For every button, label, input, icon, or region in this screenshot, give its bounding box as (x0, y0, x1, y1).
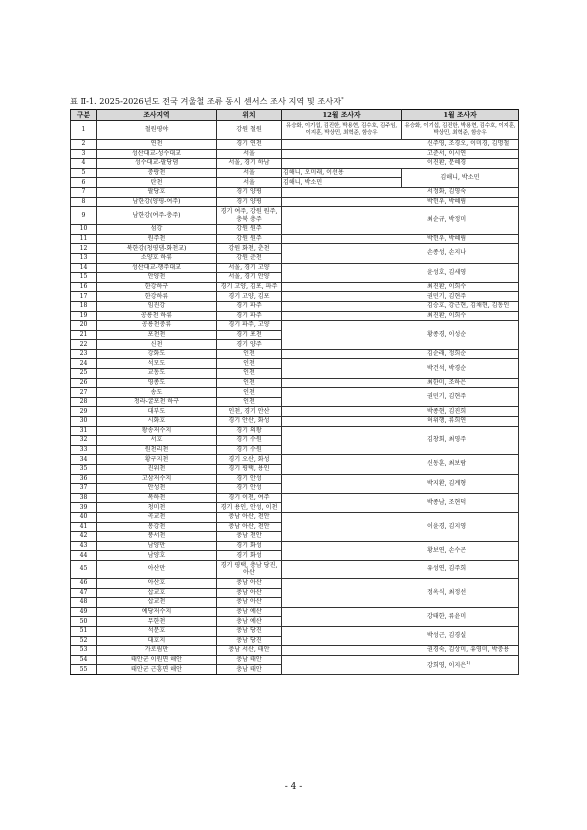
row-region: 공릉천 하류 (97, 311, 217, 321)
row-number: 54 (71, 655, 97, 665)
row-location: 경기 파주, 고양 (217, 321, 282, 331)
row-location: 인천 (217, 349, 282, 359)
row-region: 시화호 (97, 417, 217, 427)
row-surveyors: 박종현, 김진희 (282, 407, 519, 417)
row-location: 충남 태안 (217, 655, 282, 665)
row-location: 경기 연천 (217, 140, 282, 150)
row-number: 12 (71, 244, 97, 254)
row-location: 인천 (217, 397, 282, 407)
row-location: 충남 아산, 천안 (217, 522, 282, 532)
row-region: 황구지천 (97, 455, 217, 465)
row-surveyors: 박성근, 김경실 (282, 626, 519, 645)
row-location: 충남 아산 (217, 588, 282, 598)
table-row (71, 512, 519, 522)
table-row (71, 541, 519, 551)
row-location: 서울 (217, 149, 282, 159)
table-row (71, 388, 519, 398)
row-location: 강원 춘천 (217, 253, 282, 263)
row-surveyors: 허위행, 류희연 (282, 417, 519, 427)
row-surveyors: 박헌우, 박혜림 (282, 234, 519, 244)
row-surveyors: 권민기, 김현주 (282, 292, 519, 302)
row-surveyors: 박건석, 박경순 (282, 359, 519, 378)
row-number: 32 (71, 436, 97, 446)
row-number: 5 (71, 168, 97, 178)
row-number: 42 (71, 532, 97, 542)
row-region: 안양천 (97, 273, 217, 283)
row-region: 교동도 (97, 369, 217, 379)
row-region: 복하천 (97, 493, 217, 503)
row-location: 충남 아산 (217, 598, 282, 608)
row-number: 55 (71, 665, 97, 675)
row-number: 44 (71, 551, 97, 561)
row-number: 27 (71, 388, 97, 398)
row-number: 14 (71, 263, 97, 273)
row-number: 3 (71, 149, 97, 159)
table-row (71, 455, 519, 465)
row-region: 아산호 (97, 578, 217, 588)
row-location: 경기 양평 (217, 197, 282, 207)
row-region: 태안군 근흥면 해안 (97, 665, 217, 675)
row-region: 곡교천 (97, 512, 217, 522)
row-number: 45 (71, 560, 97, 578)
table-caption: 표 Ⅱ-1. 2025-2026년도 전국 겨울철 조류 동시 센서스 조사 지역 및 조사자* (70, 96, 344, 106)
row-surveyors: 김창회, 최영주 (282, 426, 519, 455)
row-number: 23 (71, 349, 97, 359)
row-region: 안성천 (97, 484, 217, 494)
row-region: 삽교천 (97, 598, 217, 608)
table-row (71, 646, 519, 656)
row-surveyors: 유성연, 김주희 (282, 560, 519, 578)
row-region: 한강하류 (97, 292, 217, 302)
row-number: 51 (71, 626, 97, 636)
table-row (71, 197, 519, 207)
row-region: 가로림만 (97, 646, 217, 656)
row-surveyors: 박지환, 김계형 (282, 474, 519, 493)
row-location: 경기 여주, 강원 원주, 충북 충주 (217, 207, 282, 225)
row-surveyors: 권경숙, 김상미, 유영미, 박중용 (282, 646, 519, 656)
row-surveyors: 신주영, 조경오, 이미경, 김명철 (282, 140, 519, 150)
row-number: 52 (71, 636, 97, 646)
row-number: 2 (71, 140, 97, 150)
row-region: 서호 (97, 436, 217, 446)
row-location: 서울, 경기 하남 (217, 159, 282, 169)
row-location: 서울, 경기 고양 (217, 263, 282, 273)
row-region: 석모도 (97, 359, 217, 369)
row-region: 왕송저수지 (97, 426, 217, 436)
row-number: 4 (71, 159, 97, 169)
row-number: 10 (71, 225, 97, 235)
row-location: 충남 당진 (217, 626, 282, 636)
row-location: 경기 고양, 김포 (217, 292, 282, 302)
table-row (71, 655, 519, 665)
row-jan-surveyors: 유승화, 이기섭, 김진한, 박용현, 김수호, 이지훈, 박상민, 최혁준, 함승우 (402, 121, 519, 140)
table-row (71, 149, 519, 159)
row-location: 인천 (217, 359, 282, 369)
row-location: 충남 천안 (217, 532, 282, 542)
header-location: 위치 (217, 110, 282, 121)
table-row (71, 168, 519, 178)
row-number: 34 (71, 455, 97, 465)
table-row (71, 311, 519, 321)
row-location: 강원 원주 (217, 225, 282, 235)
row-region: 철원평야 (97, 121, 217, 140)
row-region: 연천 (97, 140, 217, 150)
row-surveyors: 박헌우, 박혜림 (282, 197, 519, 207)
survey-table (70, 109, 519, 675)
row-location: 충남 예산 (217, 607, 282, 617)
row-location: 경기 평택, 충남 당진, 아산 (217, 560, 282, 578)
row-number: 20 (71, 321, 97, 331)
row-location: 인천 (217, 388, 282, 398)
row-surveyors: 최순규, 박정미 (282, 207, 519, 235)
row-number: 8 (71, 197, 97, 207)
row-location: 충남 아산, 천안 (217, 512, 282, 522)
header-region: 조사지역 (97, 110, 217, 121)
table-row (71, 207, 519, 225)
row-surveyors: 서정화, 김영숙 (282, 187, 519, 197)
row-number: 31 (71, 426, 97, 436)
row-region: 섬강 (97, 225, 217, 235)
row-region: 남한강(여주-충주) (97, 207, 217, 225)
row-location: 경기 수원 (217, 436, 282, 446)
row-region: 청미천 (97, 503, 217, 513)
row-number: 9 (71, 207, 97, 225)
row-location: 충남 아산 (217, 578, 282, 588)
row-region: 태안군 이원면 해안 (97, 655, 217, 665)
row-location: 경기 안성 (217, 474, 282, 484)
table-row (71, 121, 519, 140)
row-number: 13 (71, 253, 97, 263)
row-number: 17 (71, 292, 97, 302)
row-region: 봉강천 (97, 522, 217, 532)
row-location: 경기 의왕 (217, 426, 282, 436)
row-surveyors: 황보연, 손수곤 (282, 541, 519, 560)
row-region: 소양호 하류 (97, 253, 217, 263)
table-row (71, 140, 519, 150)
row-region: 탄천 (97, 178, 217, 188)
row-number: 46 (71, 578, 97, 588)
row-surveyors: 김순래, 정희순 (282, 349, 519, 359)
row-region: 진위천 (97, 465, 217, 475)
row-region: 대부도 (97, 407, 217, 417)
row-location: 경기 수원 (217, 445, 282, 455)
row-location: 충남 예산 (217, 617, 282, 627)
row-location: 경기 양주 (217, 340, 282, 350)
row-surveyors: 박종남, 조현덕 (282, 493, 519, 512)
row-number: 21 (71, 330, 97, 340)
row-dec-surveyors: 김해니, 오미래, 이선용 (282, 168, 402, 178)
row-surveyors: 고준서, 이시연 (282, 149, 519, 159)
table-row (71, 187, 519, 197)
row-region: 팔당호 (97, 187, 217, 197)
row-location: 경기 평택, 용인 (217, 465, 282, 475)
row-region: 고삼저수지 (97, 474, 217, 484)
row-region: 남양만 (97, 541, 217, 551)
header-category: 구분 (71, 110, 97, 121)
table-row (71, 234, 519, 244)
row-surveyors: 강태한, 류윤미 (282, 607, 519, 626)
row-number: 39 (71, 503, 97, 513)
table-row (71, 159, 519, 169)
row-number: 36 (71, 474, 97, 484)
table-row (71, 417, 519, 427)
row-region: 예당저수지 (97, 607, 217, 617)
row-surveyors: 신동훈, 최보람 (282, 455, 519, 474)
row-region: 원천리천 (97, 445, 217, 455)
row-region: 아산만 (97, 560, 217, 578)
row-region: 영종도 (97, 378, 217, 388)
row-location: 경기 화성 (217, 541, 282, 551)
table-row (71, 263, 519, 273)
row-region: 남한강(양평-여주) (97, 197, 217, 207)
row-number: 29 (71, 407, 97, 417)
row-jan-surveyors: 김해니, 박소민 (402, 168, 519, 187)
row-location: 경기 화성 (217, 551, 282, 561)
row-location: 서울 (217, 178, 282, 188)
page-number: - 4 - (284, 782, 303, 792)
row-number: 48 (71, 598, 97, 608)
row-location: 강원 철원 (217, 121, 282, 140)
row-location: 경기 용인, 안성, 이천 (217, 503, 282, 513)
table-row (71, 426, 519, 436)
header-jan-surveyors: 1월 조사자 (402, 110, 519, 121)
row-region: 성수대교-팔당댐 (97, 159, 217, 169)
row-number: 26 (71, 378, 97, 388)
row-location: 서울, 경기 안양 (217, 273, 282, 283)
row-number: 47 (71, 588, 97, 598)
row-region: 성산대교-성수대교 (97, 149, 217, 159)
row-region: 남양호 (97, 551, 217, 561)
row-surveyors: 최진환, 이희수 (282, 311, 519, 321)
row-number: 43 (71, 541, 97, 551)
row-surveyors: 이진환, 문혜경 (282, 159, 519, 169)
row-number: 30 (71, 417, 97, 427)
row-number: 11 (71, 234, 97, 244)
row-surveyors: 권민기, 김현주 (282, 388, 519, 407)
row-location: 경기 오산, 화성 (217, 455, 282, 465)
row-dec-surveyors: 유승화, 이기섭, 김진한, 박용현, 김수호, 김주임, 이지훈, 박상민, 최혁준, 함승우 (282, 121, 402, 140)
row-surveyors: 손종성, 손지나 (282, 244, 519, 263)
row-location: 인천 (217, 369, 282, 379)
row-surveyors: 김승호, 강근현, 김채현, 김동인 (282, 301, 519, 311)
row-number: 25 (71, 369, 97, 379)
table-row (71, 493, 519, 503)
row-number: 15 (71, 273, 97, 283)
row-number: 24 (71, 359, 97, 369)
row-location: 강원 화천, 춘천 (217, 244, 282, 254)
table-row (71, 349, 519, 359)
table-row (71, 301, 519, 311)
header-dec-surveyors: 12월 조사자 (282, 110, 402, 121)
row-surveyors: 최한미, 조하은 (282, 378, 519, 388)
row-number: 35 (71, 465, 97, 475)
row-region: 공릉천중류 (97, 321, 217, 331)
table-row (71, 560, 519, 578)
row-surveyors: 최진환, 이희수 (282, 282, 519, 292)
table-row (71, 359, 519, 369)
row-surveyors: 황종경, 이성순 (282, 321, 519, 350)
row-region: 성산대교-행주대교 (97, 263, 217, 273)
row-region: 신천 (97, 340, 217, 350)
row-location: 인천, 경기 안산 (217, 407, 282, 417)
row-number: 28 (71, 397, 97, 407)
row-region: 원주천 (97, 234, 217, 244)
row-location: 경기 이천, 여주 (217, 493, 282, 503)
table-row (71, 292, 519, 302)
row-surveyors: 강희영, 이지은$^{1)}$ (282, 655, 519, 674)
row-number: 33 (71, 445, 97, 455)
row-number: 41 (71, 522, 97, 532)
row-location: 경기 안성 (217, 484, 282, 494)
row-region: 무한천 (97, 617, 217, 627)
row-region: 임진강 (97, 301, 217, 311)
row-number: 18 (71, 301, 97, 311)
row-region: 풍서천 (97, 532, 217, 542)
row-location: 경기 고양, 김포, 파주 (217, 282, 282, 292)
row-location: 서울 (217, 168, 282, 178)
row-number: 6 (71, 178, 97, 188)
row-number: 50 (71, 617, 97, 627)
row-location: 경기 파주 (217, 311, 282, 321)
row-number: 16 (71, 282, 97, 292)
row-region: 삽교호 (97, 588, 217, 598)
row-region: 대호지 (97, 636, 217, 646)
row-location: 강원 원주 (217, 234, 282, 244)
row-location: 충남 태안 (217, 665, 282, 675)
row-region: 한강하구 (97, 282, 217, 292)
table-row (71, 607, 519, 617)
table-row (71, 282, 519, 292)
row-region: 강화도 (97, 349, 217, 359)
row-region: 청라-굴포천 하구 (97, 397, 217, 407)
table-row (71, 474, 519, 484)
row-region: 포천천 (97, 330, 217, 340)
row-number: 1 (71, 121, 97, 140)
row-location: 경기 파주 (217, 301, 282, 311)
row-surveyors: 정옥식, 최정선 (282, 578, 519, 607)
row-region: 중랑천 (97, 168, 217, 178)
table-row (71, 407, 519, 417)
row-number: 53 (71, 646, 97, 656)
table-row (71, 321, 519, 331)
table-row (71, 378, 519, 388)
row-region: 석문호 (97, 626, 217, 636)
table-row (71, 578, 519, 588)
table-row (71, 244, 519, 254)
row-number: 19 (71, 311, 97, 321)
row-number: 37 (71, 484, 97, 494)
table-row (71, 626, 519, 636)
row-number: 49 (71, 607, 97, 617)
row-location: 경기 포천 (217, 330, 282, 340)
row-dec-surveyors: 김해니, 박소민 (282, 178, 402, 188)
row-location: 인천 (217, 378, 282, 388)
row-location: 경기 양평 (217, 187, 282, 197)
row-surveyors: 이윤경, 김지영 (282, 512, 519, 541)
row-region: 송도 (97, 388, 217, 398)
row-location: 충남 당진 (217, 636, 282, 646)
row-surveyors: 윤성호, 김세영 (282, 263, 519, 282)
row-location: 충남 서산, 태안 (217, 646, 282, 656)
row-number: 40 (71, 512, 97, 522)
row-number: 7 (71, 187, 97, 197)
table-header-row (71, 110, 519, 121)
row-number: 38 (71, 493, 97, 503)
row-region: 북한강(청평댐-화천교) (97, 244, 217, 254)
row-location: 경기 안산, 화성 (217, 417, 282, 427)
row-number: 22 (71, 340, 97, 350)
footnote-mark: 1) (466, 659, 471, 665)
